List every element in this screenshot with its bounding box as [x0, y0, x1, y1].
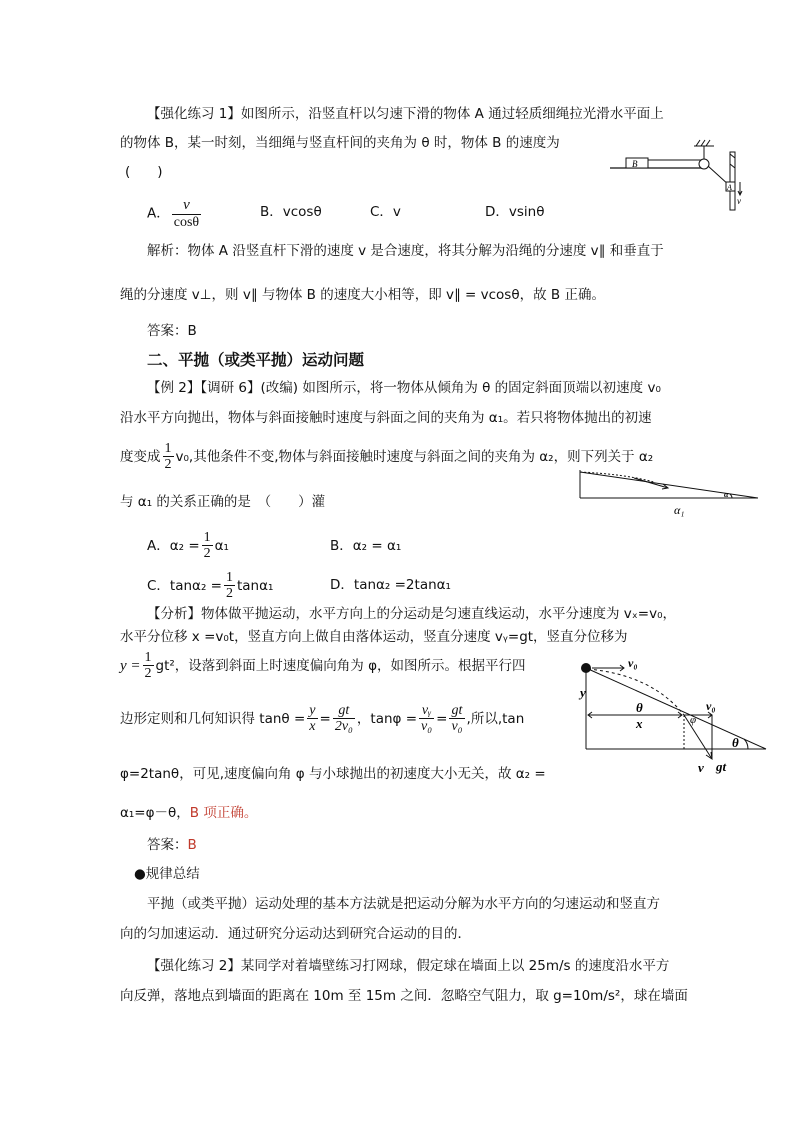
example2-answer — [147, 837, 197, 853]
incline-alpha-label: α₁ — [674, 503, 685, 517]
frac-2v0: 2v₀ — [334, 719, 353, 735]
exercise1-option-a — [147, 197, 203, 230]
exercise2-line2: 向反弹，落地点到墙面的距离在 10m 至 15m 之间．忽略空气阻力，取 g=10m/s²，球在墙面 — [120, 988, 688, 1004]
summary-title: ●规律总结 — [134, 866, 200, 882]
exercise1-answer: 答案：B — [147, 323, 197, 339]
example2-line2: 沿水平方向抛出，物体与斜面接触时速度与斜面之间的夹角为 α₁。若只将物体抛出的初速 — [120, 410, 652, 426]
example2-line1: 【例 2】【调研 6】(改编) 如图所示，将一物体从倾角为 θ 的固定斜面顶端以初速度 v₀ — [147, 380, 661, 396]
analysis-line4 — [120, 703, 524, 735]
option-a-label: A． — [147, 205, 170, 222]
ex2-option-a-denominator: 2 — [203, 546, 211, 562]
analysis-line4-mid: ，tanφ = — [356, 710, 418, 727]
x-label: x — [636, 716, 643, 731]
summary-line1: 平抛（或类平抛）运动处理的基本方法就是把运动分解为水平方向的匀速运动和竖直方 — [147, 896, 660, 912]
answer-value: B — [187, 837, 197, 853]
v0-right-label: v₀ — [706, 699, 716, 713]
exercise1-option-c: C．v — [370, 204, 401, 220]
ex2-option-c-numerator: 1 — [225, 570, 233, 585]
equals-sign-2: = — [436, 710, 448, 727]
frac-x: x — [309, 719, 316, 735]
velocity-label: v — [737, 196, 741, 206]
pulley — [699, 159, 709, 169]
ex2-option-a-suffix: α₁ — [214, 537, 229, 554]
rope-pulley-figure — [606, 138, 756, 212]
vertical-rod — [730, 152, 735, 210]
solution-line1: 解析：物体 A 沿竖直杆下滑的速度 v 是合速度，将其分解为沿绳的分速度 v∥ 和垂直于 — [147, 243, 664, 259]
frac-v0-2: v₀ — [451, 719, 463, 735]
example2-line4-tail: 灌 — [311, 494, 326, 510]
block-b-label: B — [632, 159, 638, 169]
analysis-line5: φ=2tanθ，可见,速度偏向角 φ 与小球抛出的初速度大小无关，故 α₂ = — [120, 766, 546, 782]
ex2-option-a-numerator: 1 — [203, 530, 211, 545]
projectile-diagram — [572, 655, 772, 777]
analysis-line6-text: α₁=φ－θ， — [120, 805, 190, 821]
svg-text:α: α — [724, 490, 729, 499]
exercise1-line2: 的物体 B，某一时刻，当细绳与竖直杆间的夹角为 θ 时，物体 B 的速度为 — [120, 135, 560, 151]
example2-line4-text: 与 α₁ 的关系正确的是 （ ） — [120, 494, 312, 510]
summary-line2: 向的匀加速运动．通过研究分运动达到研究合运动的目的． — [120, 926, 471, 942]
frac-y-over-x — [307, 703, 317, 735]
example2-line3 — [120, 441, 653, 473]
half-fraction — [163, 441, 174, 473]
equals-sign: = — [319, 710, 331, 727]
frac-gt-over-v0 — [449, 703, 464, 735]
analysis-line3 — [120, 650, 526, 682]
gt-label: gt — [716, 759, 727, 774]
example2-line3-prefix: 度变成 — [120, 448, 161, 465]
v-label: v — [698, 760, 704, 775]
half-numerator: 1 — [164, 441, 172, 456]
frac-vy: vᵧ — [419, 703, 434, 719]
exercise1-blank: ( ) — [125, 164, 163, 180]
half-denominator: 2 — [164, 457, 172, 473]
ex2-option-c-denominator: 2 — [225, 586, 233, 602]
block-a-label: A — [727, 183, 732, 192]
analysis-line3-rest: gt²，设落到斜面上时速度偏向角为 φ，如图所示。根据平行四 — [155, 657, 526, 674]
v0-top-label: v₀ — [628, 656, 638, 670]
example2-option-d: D．tanα₂ =2tanα₁ — [330, 577, 451, 593]
ex2-option-a-prefix: A．α₂ = — [147, 537, 200, 554]
option-a-numerator: v — [172, 197, 201, 215]
theta-label: θ — [636, 700, 643, 715]
analysis-y-prefix: y = — [120, 657, 141, 674]
ball — [581, 663, 591, 673]
analysis-half-fraction — [143, 650, 154, 682]
analysis-line4-prefix: 边形定则和几何知识得 tanθ = — [120, 710, 306, 727]
analysis-half-numerator: 1 — [144, 650, 152, 665]
exercise1-line1: 【强化练习 1】如图所示，沿竖直杆以匀速下滑的物体 A 通过轻质细绳拉光滑水平面上 — [147, 106, 664, 122]
theta2-label: θ — [732, 735, 739, 750]
y-label: y — [580, 685, 586, 700]
frac-gt-2: gt — [449, 703, 464, 719]
analysis-line6-conclusion: B 项正确。 — [189, 805, 258, 821]
exercise1-option-d: D．vsinθ — [485, 204, 545, 220]
analysis-line4-tail: ,所以,tan — [466, 710, 525, 727]
example2-option-a — [147, 530, 229, 562]
frac-y: y — [309, 703, 316, 718]
frac-gt-over-2v0 — [333, 703, 355, 735]
analysis-line2: 水平分位移 x =v₀t，竖直方向上做自由落体运动，竖直分速度 vᵧ=gt，竖直分位移为 — [120, 629, 628, 645]
answer-label: 答案： — [147, 837, 188, 853]
phi-label: φ — [690, 714, 697, 726]
frac-v0: v₀ — [421, 719, 433, 735]
exercise2-line1: 【强化练习 2】某同学对着墙壁练习打网球，假定球在墙面上以 25m/s 的速度沿水平方 — [147, 958, 670, 974]
example2-line3-rest: v₀,其他条件不变,物体与斜面接触时速度与斜面之间的夹角为 α₂，则下列关于 α₂ — [175, 448, 654, 465]
solution-line2: 绳的分速度 v⊥，则 v∥ 与物体 B 的速度大小相等，即 v∥ = vcosθ，故 B 正确。 — [120, 287, 605, 303]
exercise1-option-b: B．vcosθ — [260, 204, 322, 220]
analysis-line1: 【分析】物体做平抛运动，水平方向上的分运动是匀速直线运动，水平分速度为 vₓ=v₀， — [147, 606, 676, 622]
example2-option-c — [147, 570, 273, 602]
analysis-half-denominator: 2 — [144, 666, 152, 682]
option-a-denominator: cosθ — [173, 214, 200, 230]
section2-title: 二、平抛（或类平抛）运动问题 — [147, 351, 365, 369]
example2-option-b: B．α₂ = α₁ — [330, 538, 402, 554]
ex2-option-a-fraction — [202, 530, 213, 562]
ex2-option-c-fraction — [224, 570, 235, 602]
incline-figure — [574, 470, 764, 518]
frac-vy-over-v0 — [419, 703, 434, 735]
analysis-line6 — [120, 805, 257, 821]
frac-gt: gt — [333, 703, 355, 719]
ex2-option-c-prefix: C．tanα₂ = — [147, 577, 222, 594]
ex2-option-c-suffix: tanα₁ — [236, 577, 274, 594]
example2-line4 — [120, 494, 325, 510]
option-a-fraction — [172, 197, 201, 230]
